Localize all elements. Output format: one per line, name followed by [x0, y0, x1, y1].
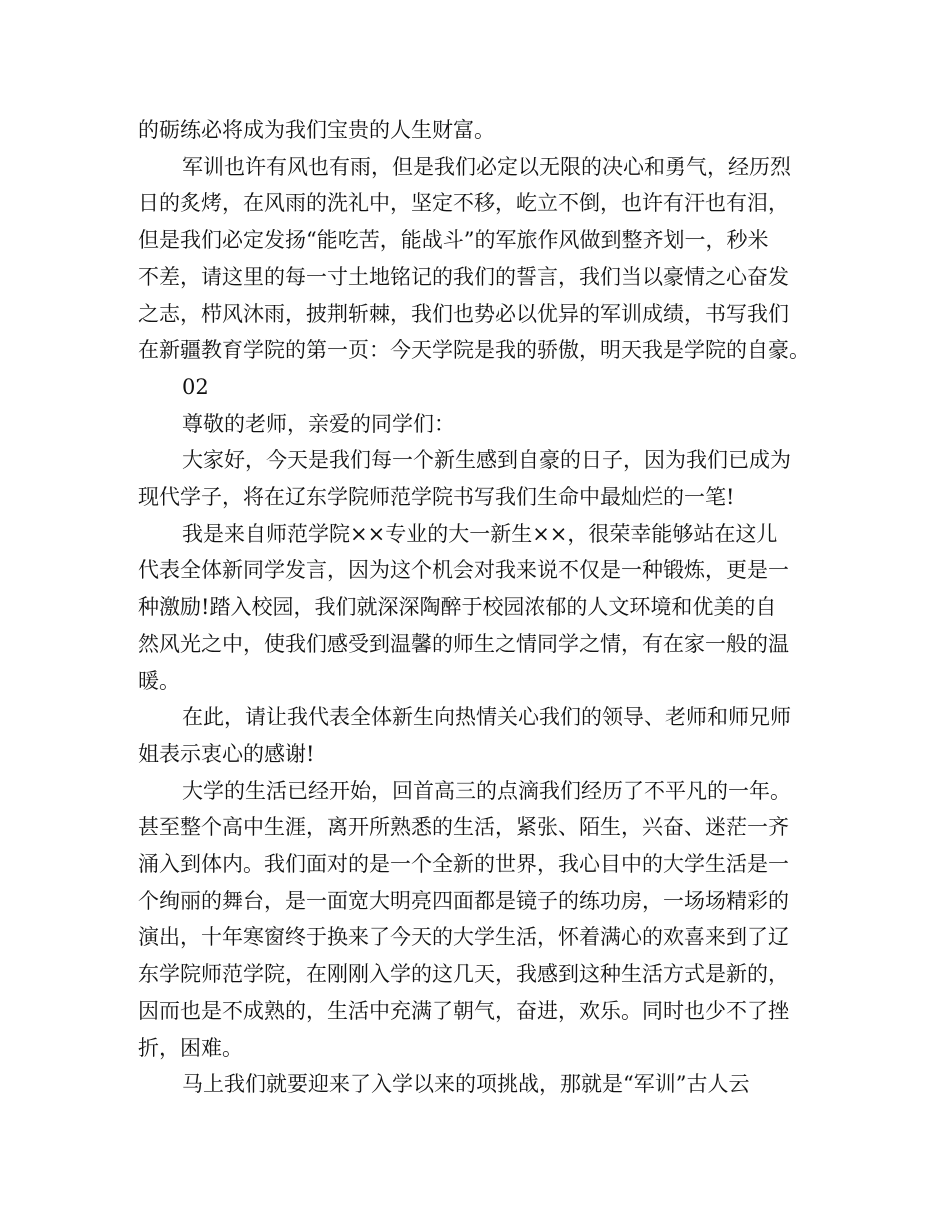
text-line: 暖。	[138, 668, 180, 693]
text-line: 马上我们就要迎来了入学以来的项挑战，那就是“军训”古人云	[182, 1072, 750, 1097]
text-line: 大家好，今天是我们每一个新生感到自豪的日子，因为我们已成为	[182, 448, 791, 473]
text-line: 种激励!踏入校园，我们就深深陶醉于校园浓郁的人文环境和优美的自	[138, 595, 777, 620]
text-line: 不差，请这里的每一寸土地铭记的我们的誓言，我们当以豪情之心奋发	[138, 264, 789, 289]
text-line: 涌入到体内。我们面对的是一个全新的世界，我心目中的大学生活是一	[138, 852, 789, 877]
text-line: 代表全体新同学发言，因为这个机会对我来说不仅是一种锻炼，更是一	[138, 558, 789, 583]
text-line: 02	[182, 374, 209, 399]
text-line: 在新疆教育学院的第一页：今天学院是我的骄傲，明天我是学院的自豪。	[138, 338, 810, 363]
text-line: 折，困难。	[138, 1035, 243, 1060]
text-line: 在此，请让我代表全体新生向热情关心我们的领导、老师和师兄师	[182, 705, 791, 730]
text-line: 我是来自师范学院××专业的大一新生××，很荣幸能够站在这儿	[182, 521, 778, 546]
text-line: 大学的生活已经开始，回首高三的点滴我们经历了不平凡的一年。	[182, 778, 791, 803]
text-line: 军训也许有风也有雨，但是我们必定以无限的决心和勇气，经历烈	[182, 154, 791, 179]
text-line: 个绚丽的舞台，是一面宽大明亮四面都是镜子的练功房，一场场精彩的	[138, 888, 789, 913]
text-line: 东学院师范学院，在刚刚入学的这几天，我感到这种生活方式是新的，	[138, 962, 789, 987]
text-line: 尊敬的老师，亲爱的同学们：	[182, 411, 455, 436]
text-line: 演出，十年寒窗终于换来了今天的大学生活，怀着满心的欢喜来到了辽	[138, 925, 789, 950]
document-body	[138, 112, 818, 1103]
text-line: 之志，栉风沐雨，披荆斩棘，我们也势必以优异的军训成绩，书写我们	[138, 301, 789, 326]
text-line: 的砺练必将成为我们宝贵的人生财富。	[138, 118, 495, 142]
text-line: 甚至整个高中生涯，离开所熟悉的生活，紧张、陌生，兴奋、迷茫一齐	[138, 815, 789, 840]
text-line: 现代学子，将在辽东学院师范学院书写我们生命中最灿烂的一笔!	[138, 485, 735, 510]
text-line: 因而也是不成熟的，生活中充满了朝气，奋进，欢乐。同时也少不了挫	[138, 998, 789, 1023]
text-line: 姐表示衷心的感谢!	[138, 741, 315, 766]
text-line: 然风光之中，使我们感受到温馨的师生之情同学之情，有在家一般的温	[138, 631, 789, 656]
text-line: 但是我们必定发扬“能吃苦，能战斗”的军旅作风做到整齐划一，秒米	[138, 228, 769, 253]
text-line: 日的炙烤，在风雨的洗礼中，坚定不移，屹立不倒，也许有汗也有泪，	[138, 191, 789, 216]
